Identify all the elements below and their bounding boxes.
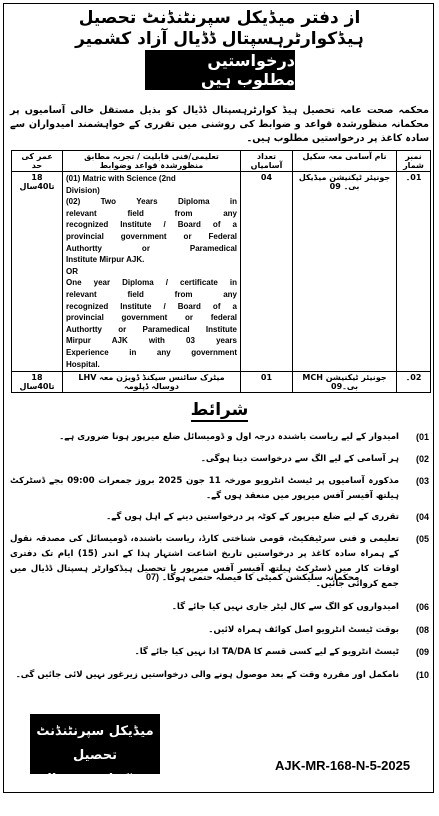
row2-count: 01 xyxy=(241,372,293,393)
qualification-line: relevant field from any xyxy=(66,208,237,218)
condition-text: تعلیمی و فنی سرٹیفکیٹ، قومی شناختی کارڈ، ریاست باشندہ، ڈومیسائل کی مصدقہ نقول کے ہمراہ سادہ کاغذ پر درخواستیں تاریخ اشاعت اشتہار ہذا کے اندر (15) ایام تک دفتری اوقات کار میں ڈسٹرکٹ ہیلتھ آفیسر آفس میرپور یا تحصیل ہیڈکوارٹر ہسپتال ڈڈیال میں جمع کروائی جائیں۔ xyxy=(10,534,399,589)
list-item xyxy=(10,668,429,683)
qualification-line: provincial government or federal xyxy=(66,313,237,323)
qualification-line: OR xyxy=(66,266,78,276)
condition-text: محکمانہ سلیکشن کمیٹی کا فیصلہ حتمی ہوگا۔ xyxy=(162,573,360,583)
row2-qualification: میٹرک سائنس سیکنڈ ڈویژن معہ LHV دوسالہ ڈپلومہ xyxy=(63,372,241,393)
qualification-line: recognized Institute / Board of a xyxy=(66,220,237,230)
qualification-line: relevant field from any xyxy=(66,289,237,299)
signature-block xyxy=(30,714,160,811)
row2-post: جونیئر ٹیکنیشن MCH بی۔09 xyxy=(293,372,397,393)
row1-qualification xyxy=(63,172,241,372)
conditions-title xyxy=(0,400,439,420)
row1-count: 04 xyxy=(241,172,293,372)
office-title: از دفتر میڈیکل سپرنٹنڈنٹ تحصیل ہیڈکوارٹرہسپتال ڈڈیال آزاد کشمیر xyxy=(75,8,364,49)
list-item xyxy=(10,532,429,592)
condition-number: (02 xyxy=(415,454,429,464)
list-item xyxy=(10,430,429,445)
qualification-line: Hospital. xyxy=(66,359,100,369)
condition-number: (04 xyxy=(415,512,429,522)
condition-number: (05 xyxy=(415,534,429,544)
row2-age: 18 تا40سال xyxy=(12,372,63,393)
row1-serial: 01۔ xyxy=(397,172,431,372)
qualification-line: One year Diploma / certificate in xyxy=(66,278,237,288)
table-header-row xyxy=(12,151,431,172)
list-item xyxy=(10,452,429,467)
qualification-line: recognized Institute / Board of a xyxy=(66,301,237,311)
list-item xyxy=(10,645,429,660)
list-item xyxy=(10,623,429,638)
condition-text: مذکورہ آسامیوں پر ٹیسٹ انٹرویو مورخہ 11 جون 2025 بروز جمعرات 09:00 بجے ڈسٹرکٹ ہیلتھ آفیسر آفس میرپور میں منعقد ہوں گے۔ xyxy=(10,476,400,501)
condition-text: تقرری کے لیے ضلع میرپور کے کوٹہ پر درخواستیں دینے کے اہل ہوں گے۔ xyxy=(106,512,399,522)
qualification-line: (01) Matric with Science (2nd xyxy=(66,174,176,183)
row1-post: جونیئر ٹیکنیشن میڈیکل بی۔ 09 xyxy=(293,172,397,372)
condition-number: (06 xyxy=(415,602,429,612)
condition-number: (08 xyxy=(415,625,429,635)
condition-text: امیدواروں کو الگ سے کال لیٹر جاری نہیں کیا جائے گا۔ xyxy=(171,602,399,612)
condition-number: (07 xyxy=(146,572,160,582)
row1-age: 18 تا40سال xyxy=(12,172,63,372)
row2-serial: 02۔ xyxy=(397,372,431,393)
header-qualification: تعلیمی/فنی قابلیت / تجربہ مطابق منظورشدہ قواعد وضوابط xyxy=(63,151,241,172)
table-row xyxy=(12,372,431,393)
intro-paragraph: محکمہ صحت عامہ تحصیل ہیڈ کوارٹرہسپتال ڈڈیال کو بذیل مستقل خالی آسامیوں پر محکمانہ منظورشدہ قواعد و ضوابط کی روشنی میں تقرری کے خواہشمند امیدواران سے سادہ کاغذ پر درخواستیں مطلوب ہیں۔ xyxy=(10,105,429,144)
qualification-line: provincial government or Federal xyxy=(66,231,237,241)
table-row xyxy=(12,172,431,372)
condition-text: ٹیسٹ انٹرویو کے لیے کسی قسم کا TA/DA ادا نہیں کیا جائے گا۔ xyxy=(134,647,399,657)
conditions-title-text: شرائط xyxy=(190,400,249,420)
condition-text: امیدوار کے لیے ریاست باشندہ درجہ اول و ڈومیسائل ضلع میرپور ہونا ضروری ہے۔ xyxy=(59,432,399,442)
reference-number: AJK-MR-168-N-5-2025 xyxy=(275,758,411,773)
qualification-line: Authortty or Paramedical Institute xyxy=(66,324,237,334)
condition-number: (03 xyxy=(415,476,429,486)
signature-designation: میڈیکل سپرنٹنڈنٹ xyxy=(36,724,154,739)
condition-number: (09 xyxy=(415,647,429,657)
header-age: عمر کی حد xyxy=(12,151,63,172)
list-item xyxy=(10,510,429,525)
condition-number: (10 xyxy=(415,670,429,680)
qualification-line: Experience in any government xyxy=(66,347,237,357)
list-item xyxy=(10,474,429,504)
condition-text: بوقت ٹیسٹ انٹرویو اصل کوائف ہمراہ لائیں۔ xyxy=(208,625,399,635)
qualification-line: Mirpur AJK with 03 years xyxy=(66,336,237,346)
header-post: نام آسامی معہ سکیل xyxy=(293,151,397,172)
header-serial: نمبر شمار xyxy=(397,151,431,172)
condition-item-7 xyxy=(140,572,359,583)
condition-text: ہر آسامی کے لیے الگ سے درخواست دینا ہوگی۔ xyxy=(200,454,399,464)
qualification-line: (02) Two Years Diploma in xyxy=(66,197,237,207)
condition-text: نامکمل اور مقررہ وقت کے بعد موصول ہونے والی درخواستیں زیرغور نہیں لائی جائیں گی۔ xyxy=(15,670,399,680)
qualification-line: Authortty or Paramedical xyxy=(66,243,237,253)
header-count: تعداد آسامیاں xyxy=(241,151,293,172)
applications-required-banner: درخواستیں مطلوب ہیں xyxy=(145,50,295,90)
list-item xyxy=(10,600,429,615)
posts-table xyxy=(11,150,431,393)
signature-office: تحصیل ہیڈکوارٹرہسپتال ڈڈیال xyxy=(40,748,150,811)
qualification-line: Institute Mirpur AJK. xyxy=(66,255,145,265)
qualification-line: Division) xyxy=(66,185,100,195)
condition-number: (01 xyxy=(415,432,429,442)
